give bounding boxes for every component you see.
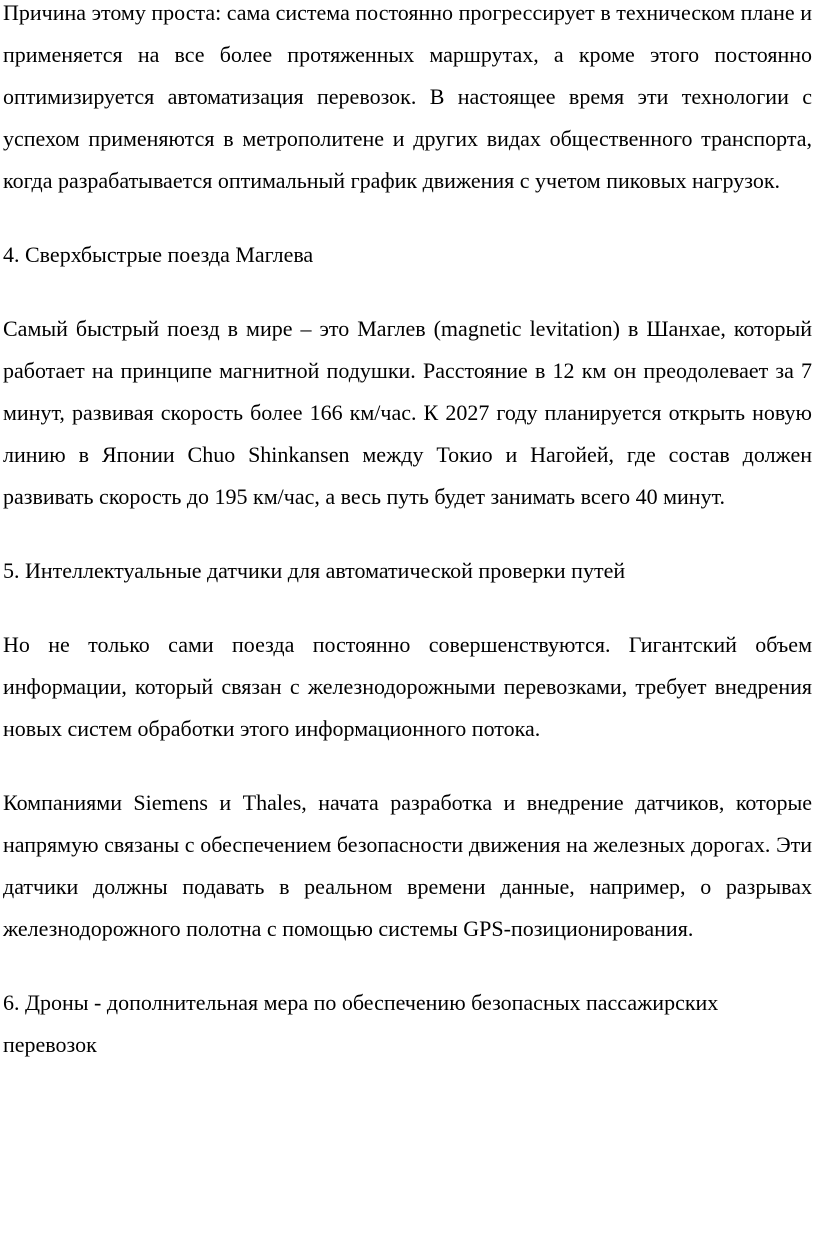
paragraph-information-volume: Но не только сами поезда постоянно совершенствуются. Гигантский объем информации, который связан с железнодорожными перевозками, требует внедрения новых систем обработки этого информационного потока.: [3, 632, 812, 741]
heading-section-6-drones: 6. Дроны - дополнительная мера по обеспечению безопасных пассажирских перевозок: [3, 990, 719, 1057]
paragraph-maglev-shanghai: Самый быстрый поезд в мире – это Маглев (magnetic levitation) в Шанхае, который работает на принципе магнитной подушки. Расстояние в 12 км он преодолевает за 7 минут, развивая скорость более 166 км/час. К 2027 году планируется открыть новую линию в Японии Chuo Shinkansen между Токио и Нагойей, где состав должен развивать скорость до 195 км/час, а весь путь будет занимать всего 40 минут.: [3, 316, 812, 509]
heading-section-4-maglev: 4. Сверхбыстрые поезда Маглева: [3, 242, 314, 267]
heading-section-5-smart-sensors: 5. Интеллектуальные датчики для автоматической проверки путей: [3, 558, 626, 583]
paragraph-automation-intro: Причина этому проста: сама система постоянно прогрессирует в техническом плане и применяется на все более протяженных маршрутах, а кроме этого постоянно оптимизируется автоматизация перевозок. В настоящее время эти технологии с успехом применяются в метрополитене и других видах общественного транспорта, когда разрабатывается оптимальный график движения с учетом пиковых нагрузок.: [3, 0, 812, 193]
paragraph-siemens-thales-sensors: Компаниями Siemens и Thales, начата разработка и внедрение датчиков, которые напрямую связаны с обеспечением безопасности движения на железных дорогах. Эти датчики должны подавать в реальном времени данные, например, о разрывах железнодорожного полотна с помощью системы GPS-позиционирования.: [3, 790, 812, 941]
